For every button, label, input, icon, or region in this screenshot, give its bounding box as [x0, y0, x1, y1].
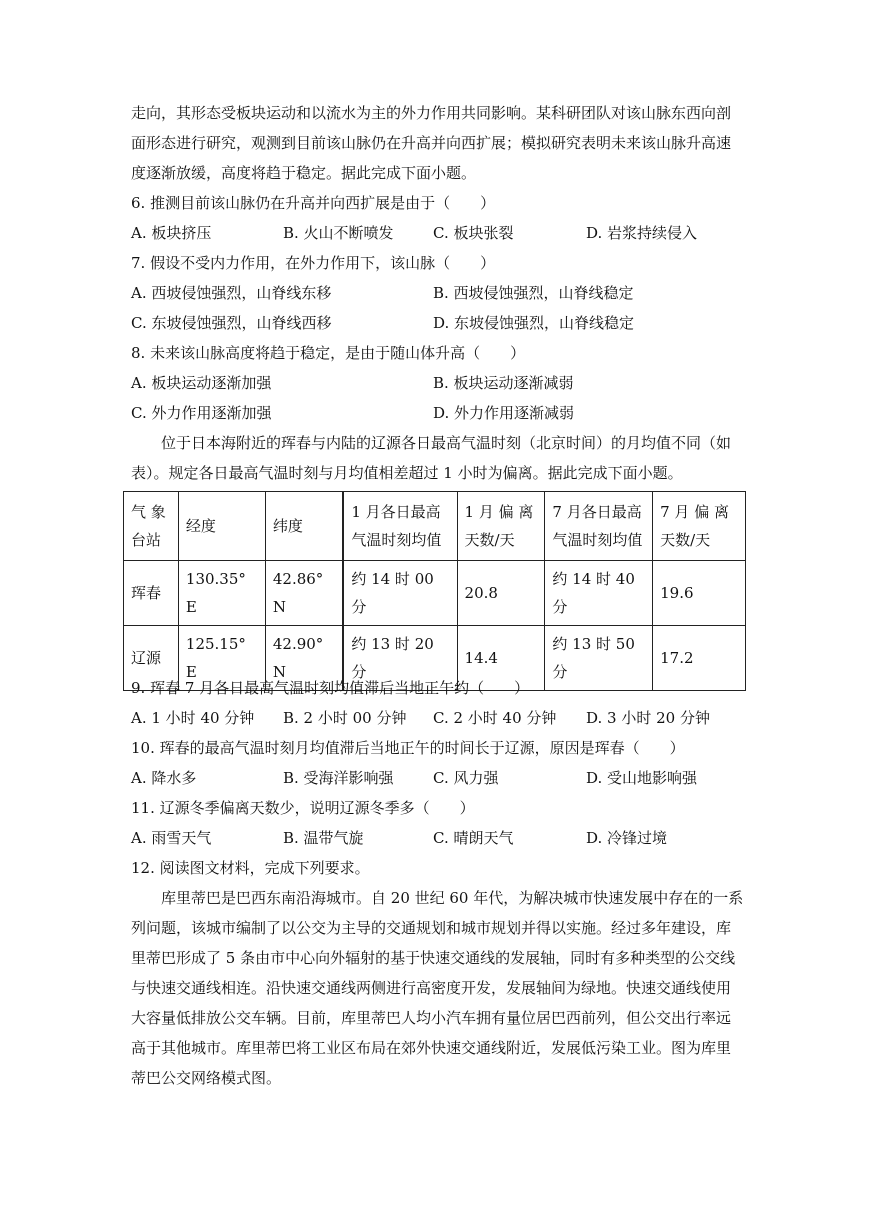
question-7-option-d: D. 东坡侵蚀强烈，山脊线稳定 — [433, 314, 635, 332]
q12-material-line-3: 里蒂巴形成了 5 条由市中心向外辐射的基于快速交通线的发展轴，同时有多种类型的公交线 — [131, 949, 736, 967]
header-latitude: 纬度 — [265, 492, 343, 561]
cell-jul-deviation: 19.6 — [653, 561, 746, 626]
header-station: 气 象 台站 — [124, 492, 179, 561]
intro-line-2: 面形态进行研究，观测到目前该山脉仍在升高并向西扩展；模拟研究表明未来该山脉升高速 — [131, 134, 732, 152]
weather-station-table — [123, 491, 746, 691]
question-11-option-a: A. 雨雪天气 — [131, 829, 212, 847]
table-row — [124, 561, 746, 626]
cell-jan-deviation: 20.8 — [457, 561, 545, 626]
q12-material-line-5: 大容量低排放公交车辆。目前，库里蒂巴人均小汽车拥有量位居巴西前列，但公交出行率远 — [131, 1009, 732, 1027]
question-11-option-d: D. 冷锋过境 — [586, 829, 668, 847]
question-7-stem: 7. 假设不受内力作用，在外力作用下，该山脉（ ） — [131, 254, 496, 272]
cell-latitude: 42.90° N — [265, 626, 343, 691]
intro-line-3: 度逐渐放缓，高度将趋于稳定。据此完成下面小题。 — [131, 164, 477, 182]
question-12-stem: 12. 阅读图文材料，完成下列要求。 — [131, 859, 370, 877]
cell-station: 珲春 — [124, 561, 179, 626]
question-8-stem: 8. 未来该山脉高度将趋于稳定，是由于随山体升高（ ） — [131, 344, 526, 362]
cell-jan-time: 约 14 时 00 分 — [343, 561, 457, 626]
q12-material-line-4: 与快速交通线相连。沿快速交通线两侧进行高密度开发，发展轴间为绿地。快速交通线使用 — [131, 979, 732, 997]
question-6-option-a: A. 板块挤压 — [131, 224, 212, 242]
question-7-option-b: B. 西坡侵蚀强烈，山脊线稳定 — [433, 284, 634, 302]
question-10-option-c: C. 风力强 — [433, 769, 499, 787]
cell-station: 辽源 — [124, 626, 179, 691]
question-10-option-b: B. 受海洋影响强 — [283, 769, 394, 787]
question-8-option-b: B. 板块运动逐渐减弱 — [433, 374, 574, 392]
cell-latitude: 42.86° N — [265, 561, 343, 626]
question-7-option-a: A. 西坡侵蚀强烈，山脊线东移 — [131, 284, 332, 302]
question-6-stem: 6. 推测目前该山脉仍在升高并向西扩展是由于（ ） — [131, 194, 496, 212]
cell-longitude: 130.35° E — [178, 561, 265, 626]
header-jul-time: 7 月各日最高 气温时刻均值 — [545, 492, 653, 561]
question-9-option-c: C. 2 小时 40 分钟 — [433, 709, 557, 727]
cell-jul-time: 约 13 时 50 分 — [545, 626, 653, 691]
question-6-option-c: C. 板块张裂 — [433, 224, 514, 242]
question-11-stem: 11. 辽源冬季偏离天数少，说明辽源冬季多（ ） — [131, 799, 475, 817]
question-8-option-c: C. 外力作用逐渐加强 — [131, 404, 272, 422]
question-6-option-d: D. 岩浆持续侵入 — [586, 224, 698, 242]
cell-jul-time: 约 14 时 40 分 — [545, 561, 653, 626]
header-jan-time: 1 月各日最高 气温时刻均值 — [343, 492, 457, 561]
cell-jul-deviation: 17.2 — [653, 626, 746, 691]
question-9-option-a: A. 1 小时 40 分钟 — [131, 709, 255, 727]
question-11-option-c: C. 晴朗天气 — [433, 829, 514, 847]
question-6-option-b: B. 火山不断喷发 — [283, 224, 394, 242]
header-jul-deviation: 7 月 偏 离 天数/天 — [653, 492, 746, 561]
question-11-option-b: B. 温带气旋 — [283, 829, 364, 847]
cell-longitude: 125.15° E — [178, 626, 265, 691]
question-10-option-a: A. 降水多 — [131, 769, 197, 787]
table-intro-line-1: 位于日本海附近的珲春与内陆的辽源各日最高气温时刻（北京时间）的月均值不同（如 — [161, 434, 732, 452]
question-8-option-a: A. 板块运动逐渐加强 — [131, 374, 272, 392]
question-10-stem: 10. 珲春的最高气温时刻月均值滞后当地正午的时间长于辽源，原因是珲春（ ） — [131, 739, 685, 757]
header-longitude: 经度 — [178, 492, 265, 561]
table-intro-line-2: 表）。规定各日最高气温时刻与月均值相差超过 1 小时为偏离。据此完成下面小题。 — [131, 464, 683, 482]
q12-material-line-1: 库里蒂巴是巴西东南沿海城市。自 20 世纪 60 年代，为解决城市快速发展中存在的一系 — [161, 889, 744, 907]
q12-material-line-7: 蒂巴公交网络模式图。 — [131, 1069, 282, 1087]
q12-material-line-6: 高于其他城市。库里蒂巴将工业区布局在郊外快速交通线附近，发展低污染工业。图为库里 — [131, 1039, 732, 1057]
question-9-option-d: D. 3 小时 20 分钟 — [586, 709, 710, 727]
intro-line-1: 走向，其形态受板块运动和以流水为主的外力作用共同影响。某科研团队对该山脉东西向剖 — [131, 104, 732, 122]
header-jan-deviation: 1 月 偏 离 天数/天 — [457, 492, 545, 561]
question-9-stem: 9. 珲春 7 月各日最高气温时刻均值滞后当地正午约（ ） — [131, 679, 530, 697]
question-8-option-d: D. 外力作用逐渐减弱 — [433, 404, 575, 422]
q12-material-line-2: 列问题，该城市编制了以公交为主导的交通规划和城市规划并得以实施。经过多年建设，库 — [131, 919, 732, 937]
question-9-option-b: B. 2 小时 00 分钟 — [283, 709, 407, 727]
question-10-option-d: D. 受山地影响强 — [586, 769, 698, 787]
cell-jan-time: 约 13 时 20 分 — [343, 626, 457, 691]
question-7-option-c: C. 东坡侵蚀强烈，山脊线西移 — [131, 314, 332, 332]
table-header-row — [124, 492, 746, 561]
cell-jan-deviation: 14.4 — [457, 626, 545, 691]
